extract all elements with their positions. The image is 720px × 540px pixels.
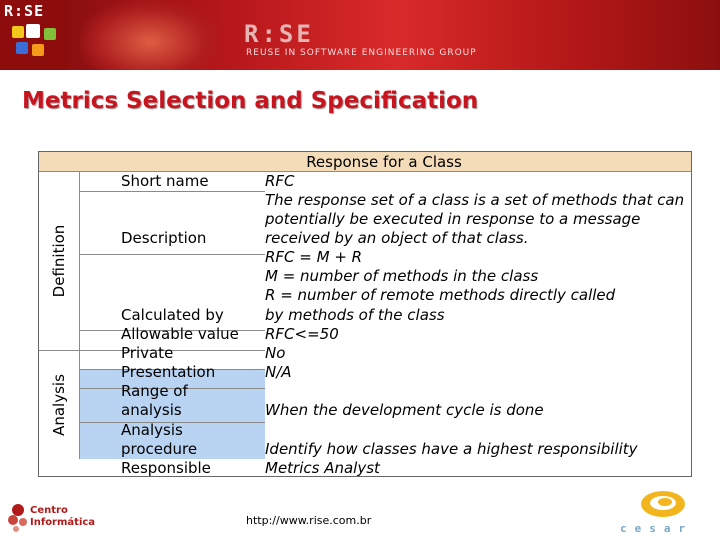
table-header [39,152,691,172]
metric-spec-table [38,151,692,477]
label-analysis-procedure-line: procedure [121,440,198,458]
value-presentation: N/A [265,363,292,381]
footer-url[interactable]: http://www.rise.com.br [246,514,372,527]
centro-informatica-text: Centro [30,505,68,516]
value-responsible: Metrics Analyst [265,459,380,477]
banner-tagline: REUSE IN SOFTWARE ENGINEERING GROUP [246,48,477,58]
rise-logo [0,0,70,70]
centro-informatica-logo [4,496,100,536]
group-definition [39,172,80,351]
label-short-name: Short name [121,172,209,190]
puzzle-piece-icon [12,26,24,38]
label-private: Private [121,344,174,362]
label-description: Description [121,229,207,247]
value-analysis-procedure: Identify how classes have a highest responsibility [265,440,638,458]
page-title: Metrics Selection and Specification [22,88,479,114]
label-analysis-procedure-line: Analysis [121,421,183,439]
banner-brand: R:SE [244,20,314,48]
group-analysis-label: Analysis [50,374,68,436]
value-range-of-analysis: When the development cycle is done [265,401,544,419]
header-banner [0,0,720,70]
label-responsible: Responsible [121,459,211,477]
puzzle-piece-icon [44,28,56,40]
table-header-text: Response for a Class [306,153,462,171]
label-allowable-value: Allowable value [121,325,239,343]
cesar-logo-text: cesar [620,522,694,535]
group-definition-label: Definition [50,224,68,298]
puzzle-piece-icon [16,42,28,54]
label-range-of-analysis-line: Range of [121,382,188,400]
value-description: The response set of a class is a set of methods that can potentially be executed in response to a message received by an object of that class. [265,191,685,247]
value-private: No [265,344,286,362]
rise-logo-text: R:SE [4,2,45,20]
label-range-of-analysis-line: analysis [121,401,182,419]
centro-informatica-text: Informática [30,517,96,528]
banner-decorative-image [80,0,220,70]
label-presentation: Presentation [121,363,216,381]
label-calculated-by: Calculated by [121,306,224,324]
puzzle-piece-icon [32,44,44,56]
value-calculated-by-line: M = number of methods in the class [265,267,539,285]
value-calculated-by-line: RFC = M + R [265,248,363,266]
value-calculated-by-line: R = number of remote methods directly called [265,286,616,304]
group-analysis [39,351,80,459]
value-short-name: RFC [265,172,295,190]
puzzle-piece-icon [26,24,40,38]
value-calculated-by-line: by methods of the class [265,306,445,324]
value-allowable-value: RFC<=50 [265,325,339,343]
